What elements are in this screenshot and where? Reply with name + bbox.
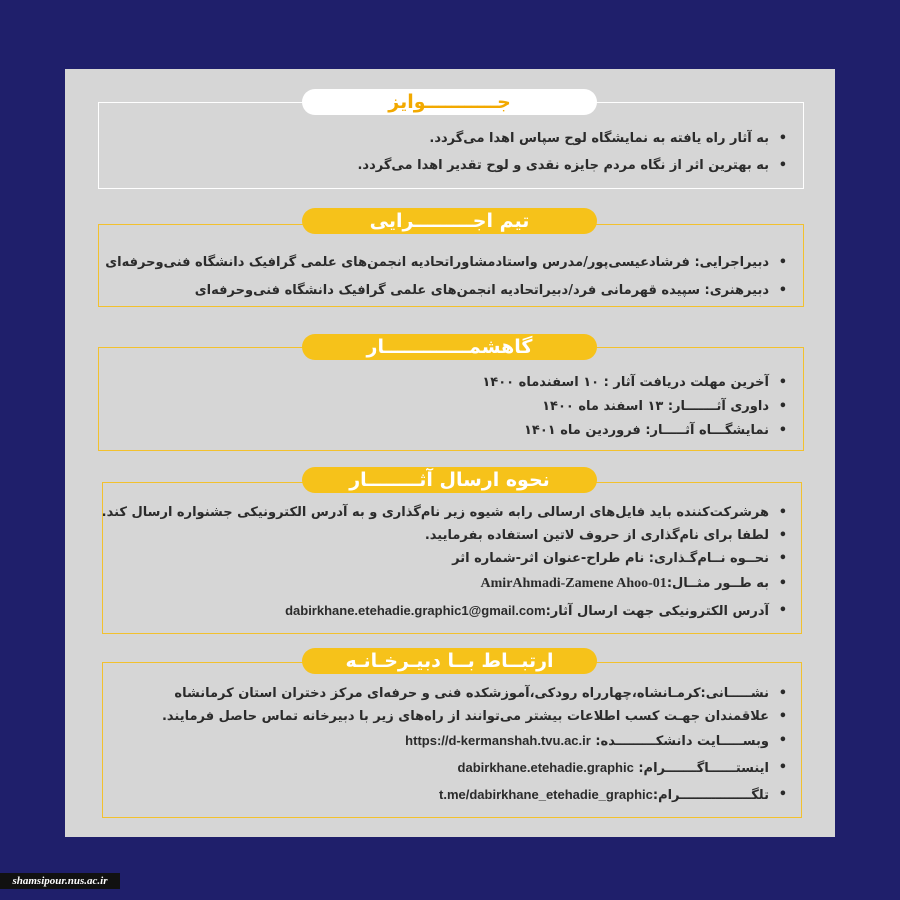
example-label: به طــور مثــال: xyxy=(666,576,769,591)
list-item: • آخرین مهلت دریافت آثار : ۱۰ اسفندماه ۱۴۰۰ xyxy=(482,371,787,395)
list-item: • داوری آثـــــــار: ۱۳ اسفند ماه ۱۴۰۰ xyxy=(482,395,787,419)
email-label: آدرس الکترونیکی جهت ارسال آثار: xyxy=(545,604,769,619)
telegram-label: تلگــــــــــــــــرام: xyxy=(652,788,769,803)
list-item xyxy=(162,782,787,809)
list-item xyxy=(102,570,787,597)
instagram-label: اینستــــــاگـــــــرام: xyxy=(638,761,769,776)
list-item xyxy=(162,728,787,755)
contact-title: ارتبــاط بــا دبیـرخـانـه xyxy=(302,648,597,674)
submission-list xyxy=(102,501,787,625)
list-item: • دبیراجرایی: فرشادعیسی‌پور/مدرس واستادمشاوراتحادیه انجمن‌های علمی گرافیک دانشگاه فنی‌وحرفه‌ای xyxy=(105,249,787,277)
list-item: • لطفا برای نام‌گذاری از حروف لاتین استفاده بفرمایید. xyxy=(102,524,787,547)
list-item: • دبیرهنری: سپیده قهرمانی فرد/دبیراتحادیه انجمن‌های علمی گرافیک دانشگاه فنی‌وحرفه‌ای xyxy=(105,277,787,305)
prizes-list xyxy=(357,125,787,179)
team-list xyxy=(105,249,787,305)
prizes-title: جـــــــــــوایز xyxy=(302,89,597,115)
telegram-link[interactable]: t.me/dabirkhane_etehadie_graphic xyxy=(439,787,653,802)
team-title: تیم اجـــــــــرایی xyxy=(302,208,597,234)
example-value: AmirAhmadi-Zamene Ahoo-01 xyxy=(480,576,667,591)
list-item: • نشـــــانی:کرمـانشاه،چهارراه رودکی،آموزشکده فنی و حرفه‌ای مرکز دختران استان کرمانشاه xyxy=(162,682,787,705)
list-item xyxy=(162,755,787,782)
list-item: • علاقمندان جهـت کسب اطلاعات بیشتر می‌توانند از راه‌های زیر با دبیرخانه تماس حاصل فرمایند. xyxy=(162,705,787,728)
list-item: • نمایشگـــاه آثـــــار: فروردین ماه ۱۴۰۱ xyxy=(482,419,787,443)
contact-list xyxy=(162,682,787,809)
calendar-list xyxy=(482,371,787,443)
website-label: وبســـــایت دانشکـــــــــده: xyxy=(595,734,769,749)
submission-title: نحوه ارسال آثــــــــار xyxy=(302,467,597,493)
list-item: • به بهترین اثر از نگاه مردم جایزه نقدی و لوح تقدیر اهدا می‌گردد. xyxy=(357,152,787,179)
list-item: • هرشرکت‌کننده باید فایل‌های ارسالی رابه شیوه زیر نام‌گذاری و به آدرس الکترونیکی جشنواره ارسال کند. xyxy=(102,501,787,524)
list-item: • نحــوه نــام‌گـذاری: نام طراح-عنوان اثر-شماره اثر xyxy=(102,547,787,570)
calendar-title: گاهشمـــــــــــــار xyxy=(302,334,597,360)
list-item: • به آثار راه یافته به نمایشگاه لوح سپاس اهدا می‌گردد. xyxy=(357,125,787,152)
list-item xyxy=(102,597,787,625)
source-credit: shamsipour.nus.ac.ir xyxy=(0,873,120,889)
website-link[interactable]: https://d-kermanshah.tvu.ac.ir xyxy=(405,733,591,748)
poster-panel xyxy=(65,69,835,837)
instagram-link[interactable]: dabirkhane.etehadie.graphic xyxy=(457,760,634,775)
email-value: dabirkhane.etehadie.graphic1@gmail.com xyxy=(285,603,546,618)
